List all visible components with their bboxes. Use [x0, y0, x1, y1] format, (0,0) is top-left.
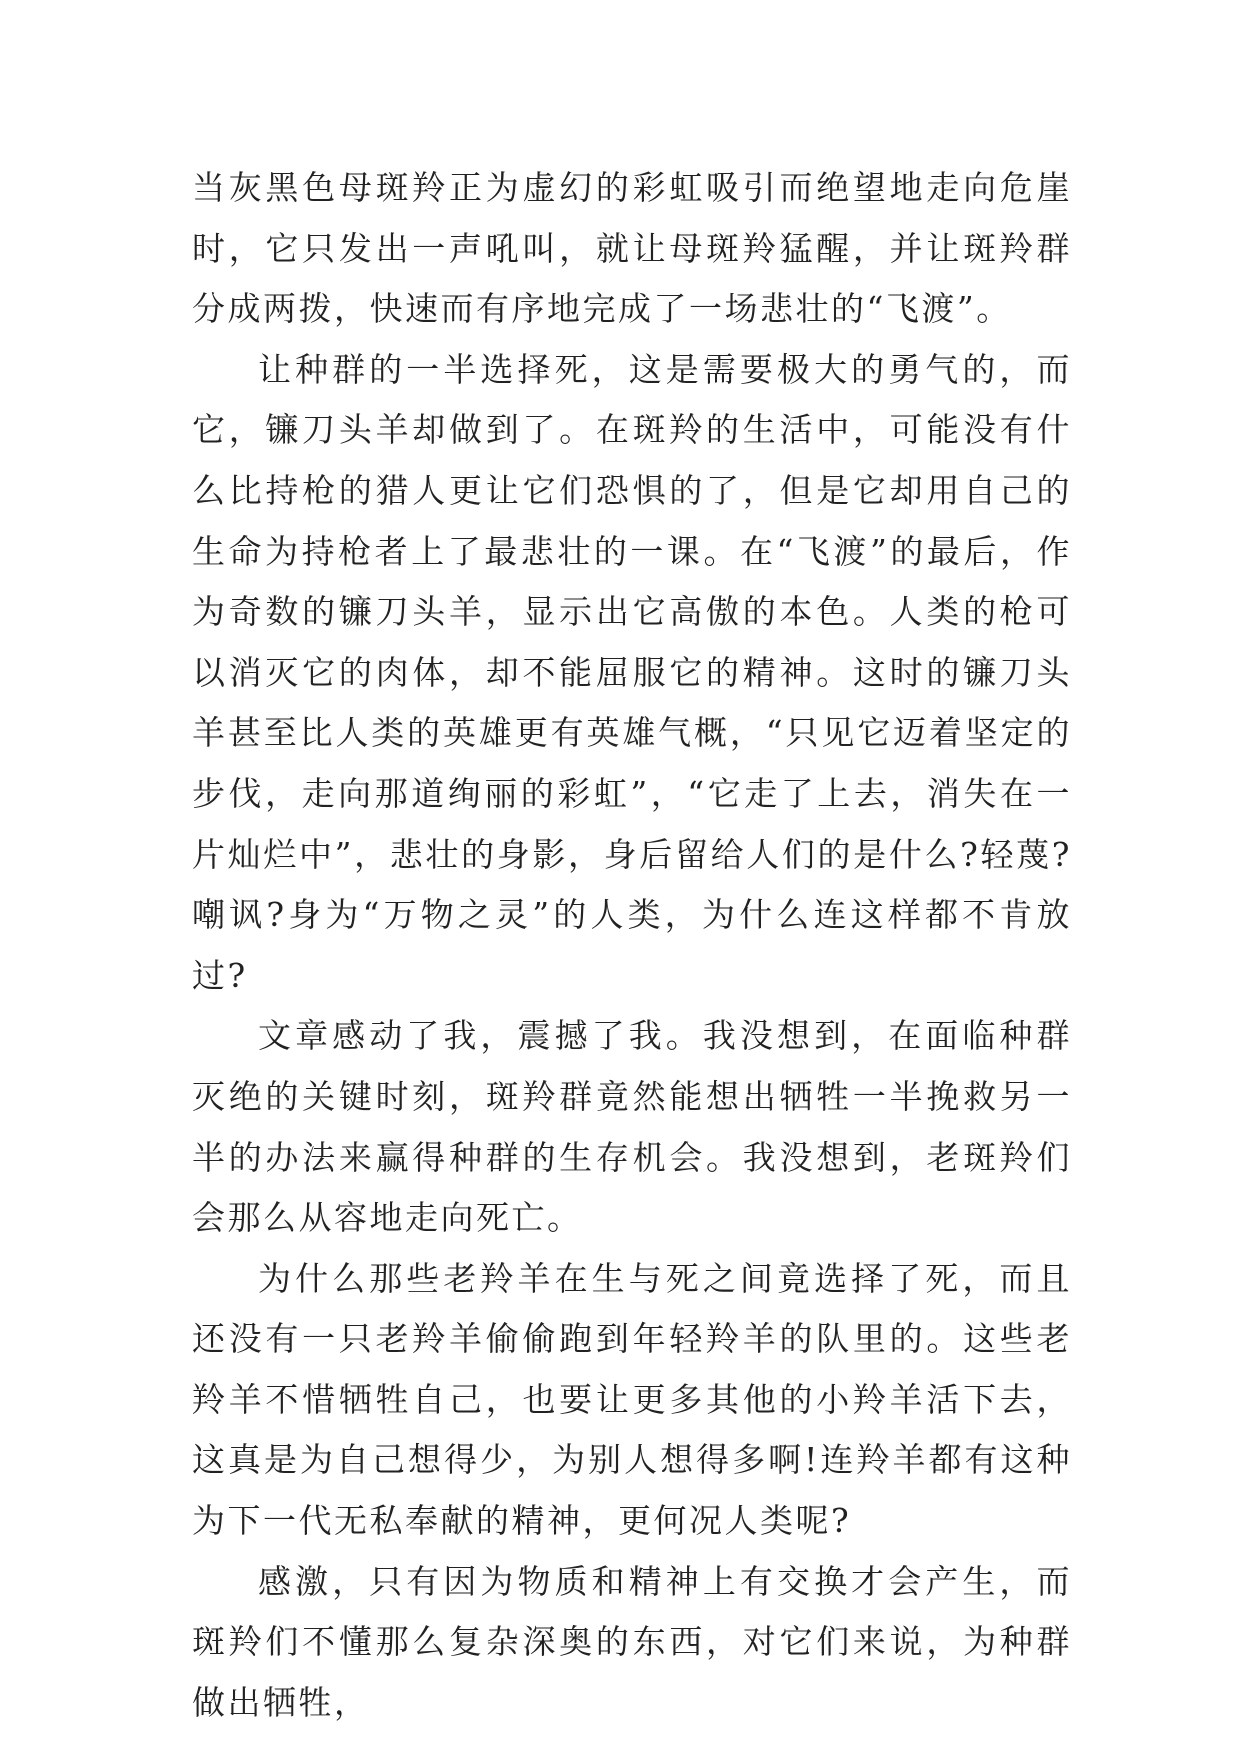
paragraph-3: 文章感动了我，震撼了我。我没想到，在面临种群灭绝的关键时刻，斑羚群竟然能想出牺牲一半挽救另一半的办法来赢得种群的生存机会。我没想到，老斑羚们会那么从容地走向死亡。 — [192, 1016, 1072, 1238]
paragraph-5: 感激，只有因为物质和精神上有交换才会产生，而斑羚们不懂那么复杂深奥的东西，对它们来说，为种群做出牺牲， — [192, 1561, 1072, 1722]
document-body — [192, 158, 1072, 1733]
paragraph-1: 当灰黑色母斑羚正为虚幻的彩虹吸引而绝望地走向危崖时，它只发出一声吼叫，就让母斑羚猛醒，并让斑羚群分成两拨，快速而有序地完成了一场悲壮的“飞渡”。 — [192, 168, 1072, 329]
paragraph-2: 让种群的一半选择死，这是需要极大的勇气的，而它，镰刀头羊却做到了。在斑羚的生活中，可能没有什么比持枪的猎人更让它们恐惧的了，但是它却用自己的生命为持枪者上了最悲壮的一课。在“飞渡”的最后，作为奇数的镰刀头羊，显示出它高傲的本色。人类的枪可以消灭它的肉体，却不能屈服它的精神。这时的镰刀头羊甚至比人类的英雄更有英雄气概，“只见它迈着坚定的步伐，走向那道绚丽的彩虹”，“它走了上去，消失在一片灿烂中”，悲壮的身影，身后留给人们的是什么?轻蔑?嘲讽?身为“万物之灵”的人类，为什么连这样都不肯放过? — [192, 349, 1072, 995]
paragraph-4: 为什么那些老羚羊在生与死之间竟选择了死，而且还没有一只老羚羊偷偷跑到年轻羚羊的队里的。这些老羚羊不惜牺牲自己，也要让更多其他的小羚羊活下去，这真是为自己想得少，为别人想得多啊!连羚羊都有这种为下一代无私奉献的精神，更何况人类呢? — [192, 1258, 1072, 1541]
